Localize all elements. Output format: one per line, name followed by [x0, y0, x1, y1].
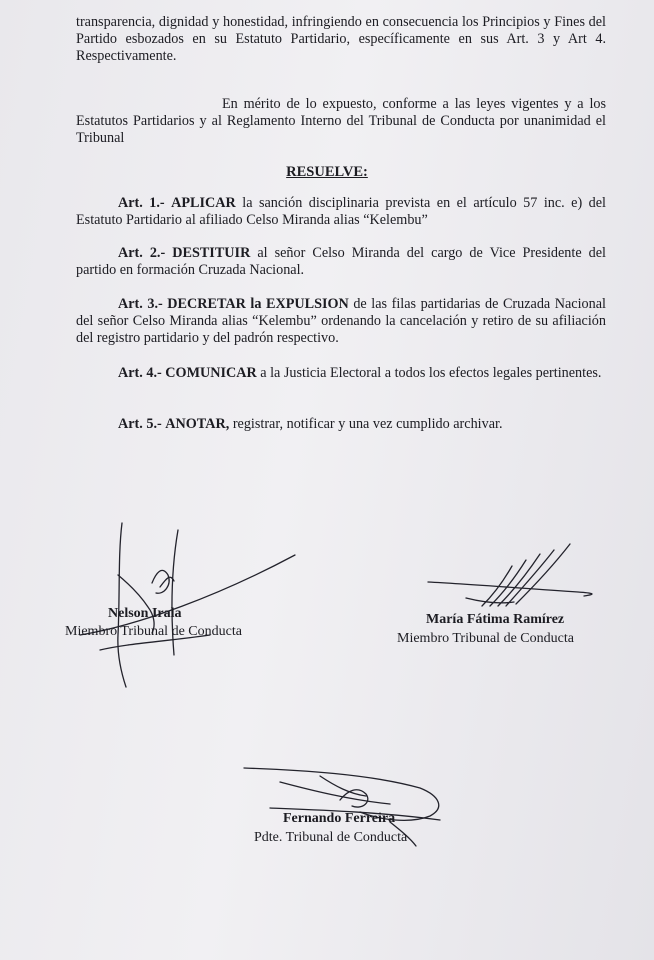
article-label: Art. 5.-	[118, 416, 162, 432]
merito-paragraph: En mérito de lo expuesto, conforme a las leyes vigentes y a los Estatutos Partidarios y al Reglamento Interno del Tribunal de Conducta por unanimidad el Tribunal	[76, 96, 606, 146]
signature-name-1: Nelson Irala	[108, 606, 182, 621]
article-label: Art. 2.-	[118, 245, 166, 261]
signature-role-2: Miembro Tribunal de Conducta	[397, 631, 574, 646]
article-verb: DECRETAR la EXPULSION	[167, 296, 349, 312]
article-label: Art. 3.-	[118, 296, 163, 312]
article-text: registrar, notificar y una vez cumplido archivar.	[229, 416, 503, 432]
article-text: a la Justicia Electoral a todos los efectos legales pertinentes.	[256, 365, 602, 381]
article-label: Art. 1.-	[118, 195, 165, 211]
article-verb: ANOTAR,	[165, 416, 230, 432]
article-text: al señor Celso Miranda del cargo de Vice Presidente del partido en formación Cruzada Nacional.	[76, 245, 606, 278]
article-4	[76, 365, 606, 382]
signature-name-2: María Fátima Ramírez	[426, 612, 565, 627]
signature-role-3: Pdte. Tribunal de Conducta	[254, 830, 408, 845]
signature-role-1: Miembro Tribunal de Conducta	[65, 624, 242, 639]
article-verb: DESTITUIR	[172, 245, 251, 261]
article-text: de las filas partidarias de Cruzada Nacional del señor Celso Miranda alias “Kelembu” ordenando la cancelación y retiro de su afiliación del registro partidario y del padrón respectivo.	[76, 296, 606, 346]
resuelve-heading: RESUELVE:	[286, 164, 368, 180]
article-label: Art. 4.-	[118, 365, 162, 381]
article-verb: APLICAR	[171, 195, 236, 211]
signature-name-3: Fernando Ferreira	[283, 811, 396, 826]
article-1	[76, 195, 606, 229]
article-3	[76, 296, 606, 347]
signature-scribble-ramirez	[428, 540, 608, 620]
article-5	[76, 416, 606, 433]
article-verb: COMUNICAR	[165, 365, 257, 381]
intro-paragraph: transparencia, dignidad y honestidad, infringiendo en consecuencia los Principios y Fines del Partido esbozados en su Estatuto Partidario, específicamente en sus Art. 3 y Art 4. Respectivamente.	[76, 14, 606, 64]
article-text: la sanción disciplinaria prevista en el artículo 57 inc. e) del Estatuto Partidario al afiliado Celso Miranda alias “Kelembu”	[76, 195, 607, 228]
article-2	[76, 245, 606, 279]
signature-scribble-irala	[60, 515, 300, 695]
